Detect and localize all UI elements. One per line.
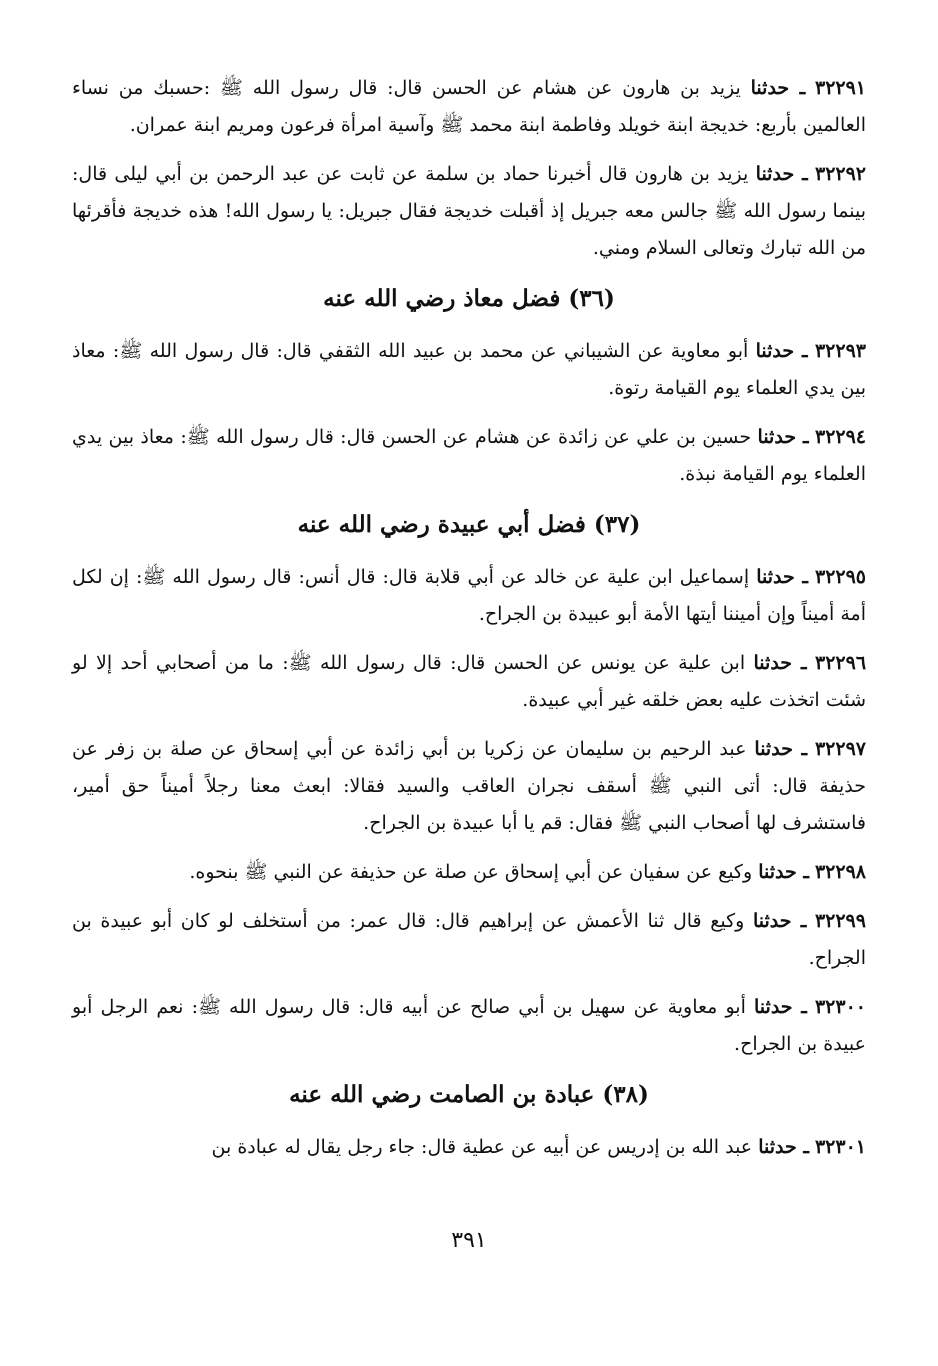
hadith-text: أبو معاوية عن سهيل بن أبي صالح عن أبيه قال: قال رسول الله ﷺ: نعم الرجل أبو عبيدة بن الجراح.	[72, 996, 866, 1055]
hadith-lead: ـ حدثنا	[754, 738, 808, 760]
hadith-32298	[72, 854, 866, 891]
hadith-32291	[72, 70, 866, 144]
page-number: ٣٩١	[451, 1228, 487, 1253]
hadith-text: إسماعيل ابن علية عن خالد عن أبي قلابة قال: قال أنس: قال رسول الله ﷺ: إن لكل أمة أميناً وإن أميننا أيتها الأمة أبو عبيدة بن الجراح.	[72, 566, 866, 625]
section-heading-37: (٣٧) فضل أبي عبيدة رضي الله عنه	[297, 511, 641, 538]
hadith-32301	[72, 1129, 866, 1166]
hadith-number: ٣٢٢٩٧	[814, 738, 866, 760]
hadith-lead: ـ حدثنا	[755, 163, 808, 185]
hadith-number: ٣٢٢٩٣	[814, 340, 866, 362]
hadith-number: ٣٢٢٩٥	[814, 566, 867, 588]
hadith-text: عبد الرحيم بن سليمان عن زكريا بن أبي زائدة عن أبي إسحاق عن صلة بن زفر عن حذيفة قال: أتى النبي ﷺ أسقف نجران العاقب والسيد فقالا: ابعث معنا رجلاً أميناً حق أمير، فاستشرف لها أصحاب النبي ﷺ فقال: قم يا أبا عبيدة بن الجراح.	[72, 738, 866, 834]
hadith-text: يزيد بن هارون قال أخبرنا حماد بن سلمة عن ثابت عن عبد الرحمن بن أبي ليلى قال: بينما رسول الله ﷺ جالس معه جبريل إذ أقبلت خديجة فقال جبريل: يا رسول الله! هذه خديجة فأقرئها من الله تبارك وتعالى السلام ومني.	[72, 163, 866, 259]
hadith-32300	[72, 989, 866, 1063]
hadith-text: حسين بن علي عن زائدة عن هشام عن الحسن قال: قال رسول الله ﷺ: معاذ بين يدي العلماء يوم القيامة نبذة.	[72, 426, 866, 485]
hadith-lead: ـ حدثنا	[753, 652, 807, 674]
hadith-lead: ـ حدثنا	[756, 566, 808, 588]
hadith-text: وكيع قال ثنا الأعمش عن إبراهيم قال: قال عمر: من أستخلف لو كان أبو عبيدة بن الجراح.	[72, 910, 866, 969]
hadith-32296	[72, 645, 866, 719]
hadith-lead: ـ حدثنا	[752, 910, 807, 932]
hadith-lead: ـ حدثنا	[755, 340, 808, 362]
hadith-text: وكيع عن سفيان عن أبي إسحاق عن صلة عن حذيفة عن النبي ﷺ بنحوه.	[189, 861, 753, 883]
hadith-text: أبو معاوية عن الشيباني عن محمد بن عبيد الله الثقفي قال: قال رسول الله ﷺ: معاذ بين يدي العلماء يوم القيامة رتوة.	[72, 340, 866, 399]
hadith-32292	[72, 156, 866, 267]
hadith-32297	[72, 731, 866, 842]
hadith-number: ٣٢٣٠١	[814, 1136, 866, 1158]
hadith-32294	[72, 419, 866, 493]
hadith-number: ٣٢٣٠٠	[814, 996, 866, 1018]
section-heading-36: (٣٦) فضل معاذ رضي الله عنه	[323, 285, 615, 312]
hadith-text: عبد الله بن إدريس عن أبيه عن عطية قال: جاء رجل يقال له عبادة بن	[211, 1136, 753, 1158]
hadith-32295	[72, 559, 866, 633]
hadith-lead: ـ حدثنا	[757, 426, 809, 448]
hadith-text: ابن علية عن يونس عن الحسن قال: قال رسول الله ﷺ: ما من أصحابي أحد إلا لو شئت اتخذت عليه بعض خلقه غير أبي عبيدة.	[72, 652, 866, 711]
hadith-lead: ـ حدثنا	[750, 77, 806, 99]
hadith-number: ٣٢٢٩١	[814, 77, 867, 99]
hadith-lead: ـ حدثنا	[758, 861, 809, 883]
hadith-number: ٣٢٢٩٦	[815, 652, 867, 674]
hadith-32299	[72, 903, 866, 977]
hadith-number: ٣٢٢٩٤	[814, 426, 867, 448]
hadith-number: ٣٢٢٩٢	[814, 163, 867, 185]
hadith-32293	[72, 333, 866, 407]
hadith-lead: ـ حدثنا	[754, 996, 807, 1018]
hadith-number: ٣٢٢٩٨	[814, 861, 866, 883]
document-page	[72, 70, 866, 1366]
hadith-lead: ـ حدثنا	[758, 1136, 809, 1158]
hadith-text: يزيد بن هارون عن هشام عن الحسن قال: قال رسول الله ﷺ :حسبك من نساء العالمين بأربع: خديجة ابنة خويلد وفاطمة ابنة محمد ﷺ وآسية امرأة فرعون ومريم ابنة عمران.	[72, 77, 866, 136]
section-heading-38: (٣٨) عبادة بن الصامت رضي الله عنه	[289, 1081, 649, 1108]
hadith-number: ٣٢٢٩٩	[814, 910, 866, 932]
